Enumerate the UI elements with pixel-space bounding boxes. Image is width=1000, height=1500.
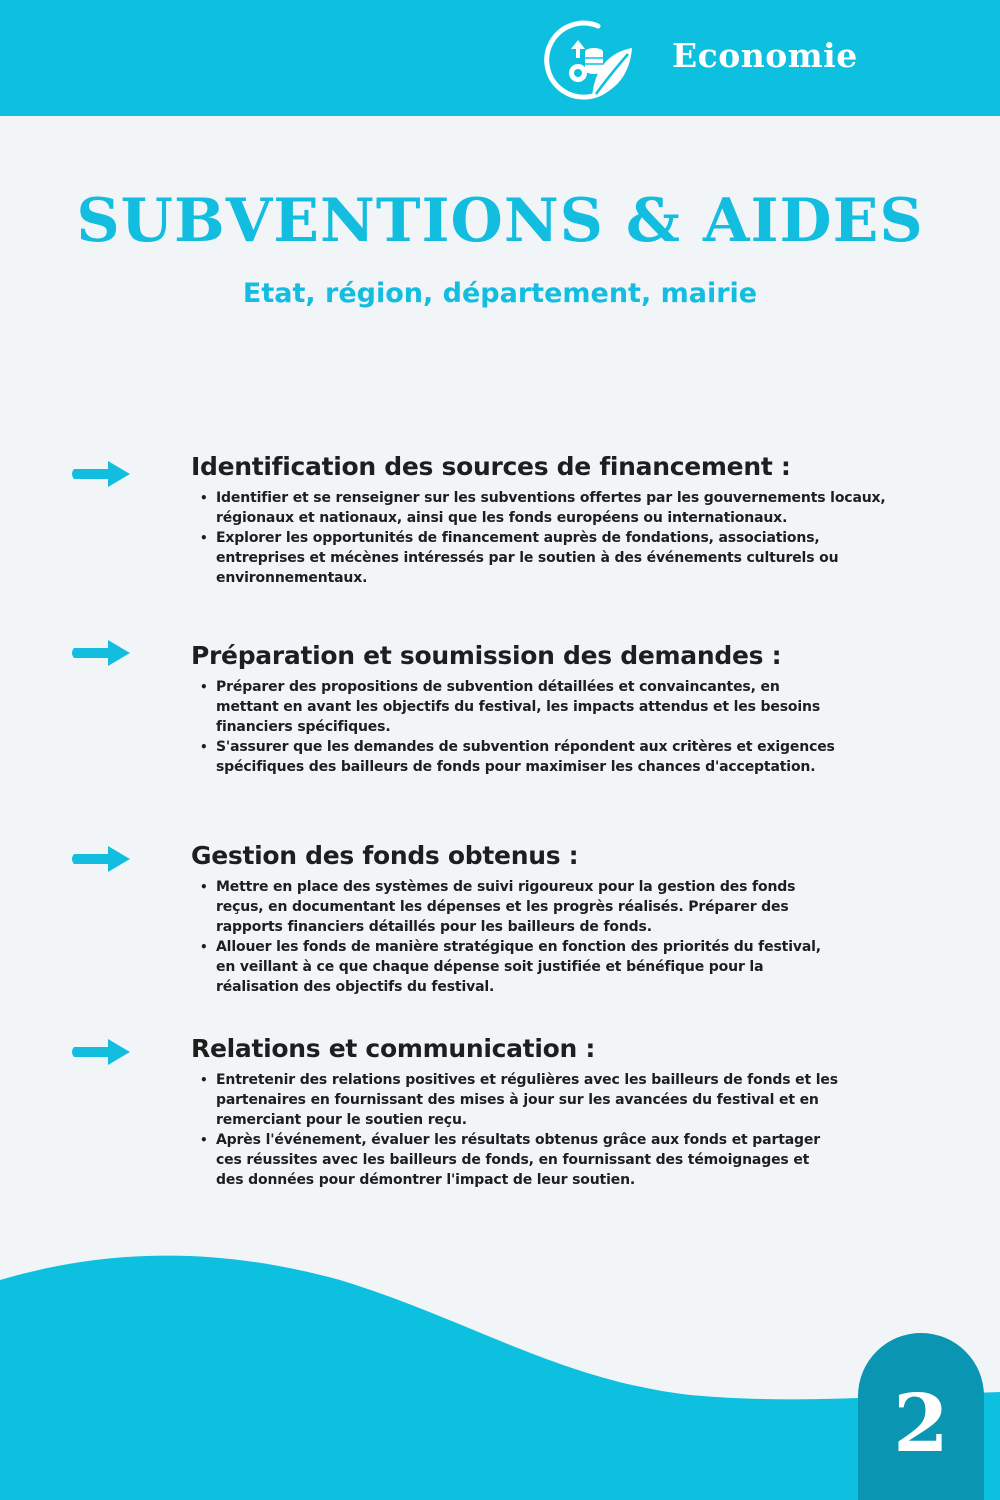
bullet-item: • Après l'événement, évaluer les résultats obtenus grâce aux fonds et partager ces réussites avec les bailleurs de fonds, en fournissant des témoignages et des données pour démontrer l'impact de leur soutien. [200, 1130, 840, 1190]
category-label: Economie [672, 36, 858, 75]
header-bar [0, 0, 1000, 116]
arrow-right-icon [70, 1036, 132, 1068]
bullet-item: • Mettre en place des systèmes de suivi rigoureux pour la gestion des fonds reçus, en documentant les dépenses et les progrès réalisés. Préparer des rapports financiers détaillés pour les bailleurs de fonds. [200, 877, 840, 937]
page-subtitle: Etat, région, département, mairie [242, 278, 758, 309]
page-number: 2 [893, 1376, 949, 1470]
bullet-list [200, 488, 900, 588]
arrow-right-icon [70, 843, 132, 875]
bullet-item: • Allouer les fonds de manière stratégique en fonction des priorités du festival, en veillant à ce que chaque dépense soit justifiée et bénéfique pour la réalisation des objectifs du festival. [200, 937, 840, 997]
bullet-list [200, 677, 840, 777]
arrow-right-icon [70, 637, 132, 669]
bullet-item: • Explorer les opportunités de financement auprès de fondations, associations, entreprises et mécènes intéressés par le soutien à des événements culturels ou environnementaux. [200, 528, 900, 588]
page-title: SUBVENTIONS & AIDES [76, 186, 924, 256]
bullet-list [200, 877, 840, 997]
bullet-item: • Préparer des propositions de subvention détaillées et convaincantes, en mettant en avant les objectifs du festival, les impacts attendus et les besoins financiers spécifiques. [200, 677, 840, 737]
coins-leaf-icon [540, 18, 632, 102]
arrow-right-icon [70, 458, 132, 490]
bullet-list [200, 1070, 840, 1190]
decorative-wave [0, 1240, 1000, 1500]
bullet-item: • S'assurer que les demandes de subvention répondent aux critères et exigences spécifiques des bailleurs de fonds pour maximiser les chances d'acceptation. [200, 737, 840, 777]
section-heading: Préparation et soumission des demandes : [191, 641, 782, 670]
section-heading: Relations et communication : [191, 1034, 596, 1063]
bullet-item: • Entretenir des relations positives et régulières avec les bailleurs de fonds et les partenaires en fournissant des mises à jour sur les avancées du festival et en remerciant pour le soutien reçu. [200, 1070, 840, 1130]
section-heading: Identification des sources de financement : [191, 452, 791, 481]
section-heading: Gestion des fonds obtenus : [191, 841, 579, 870]
bullet-item: • Identifier et se renseigner sur les subventions offertes par les gouvernements locaux, régionaux et nationaux, ainsi que les fonds européens ou internationaux. [200, 488, 900, 528]
